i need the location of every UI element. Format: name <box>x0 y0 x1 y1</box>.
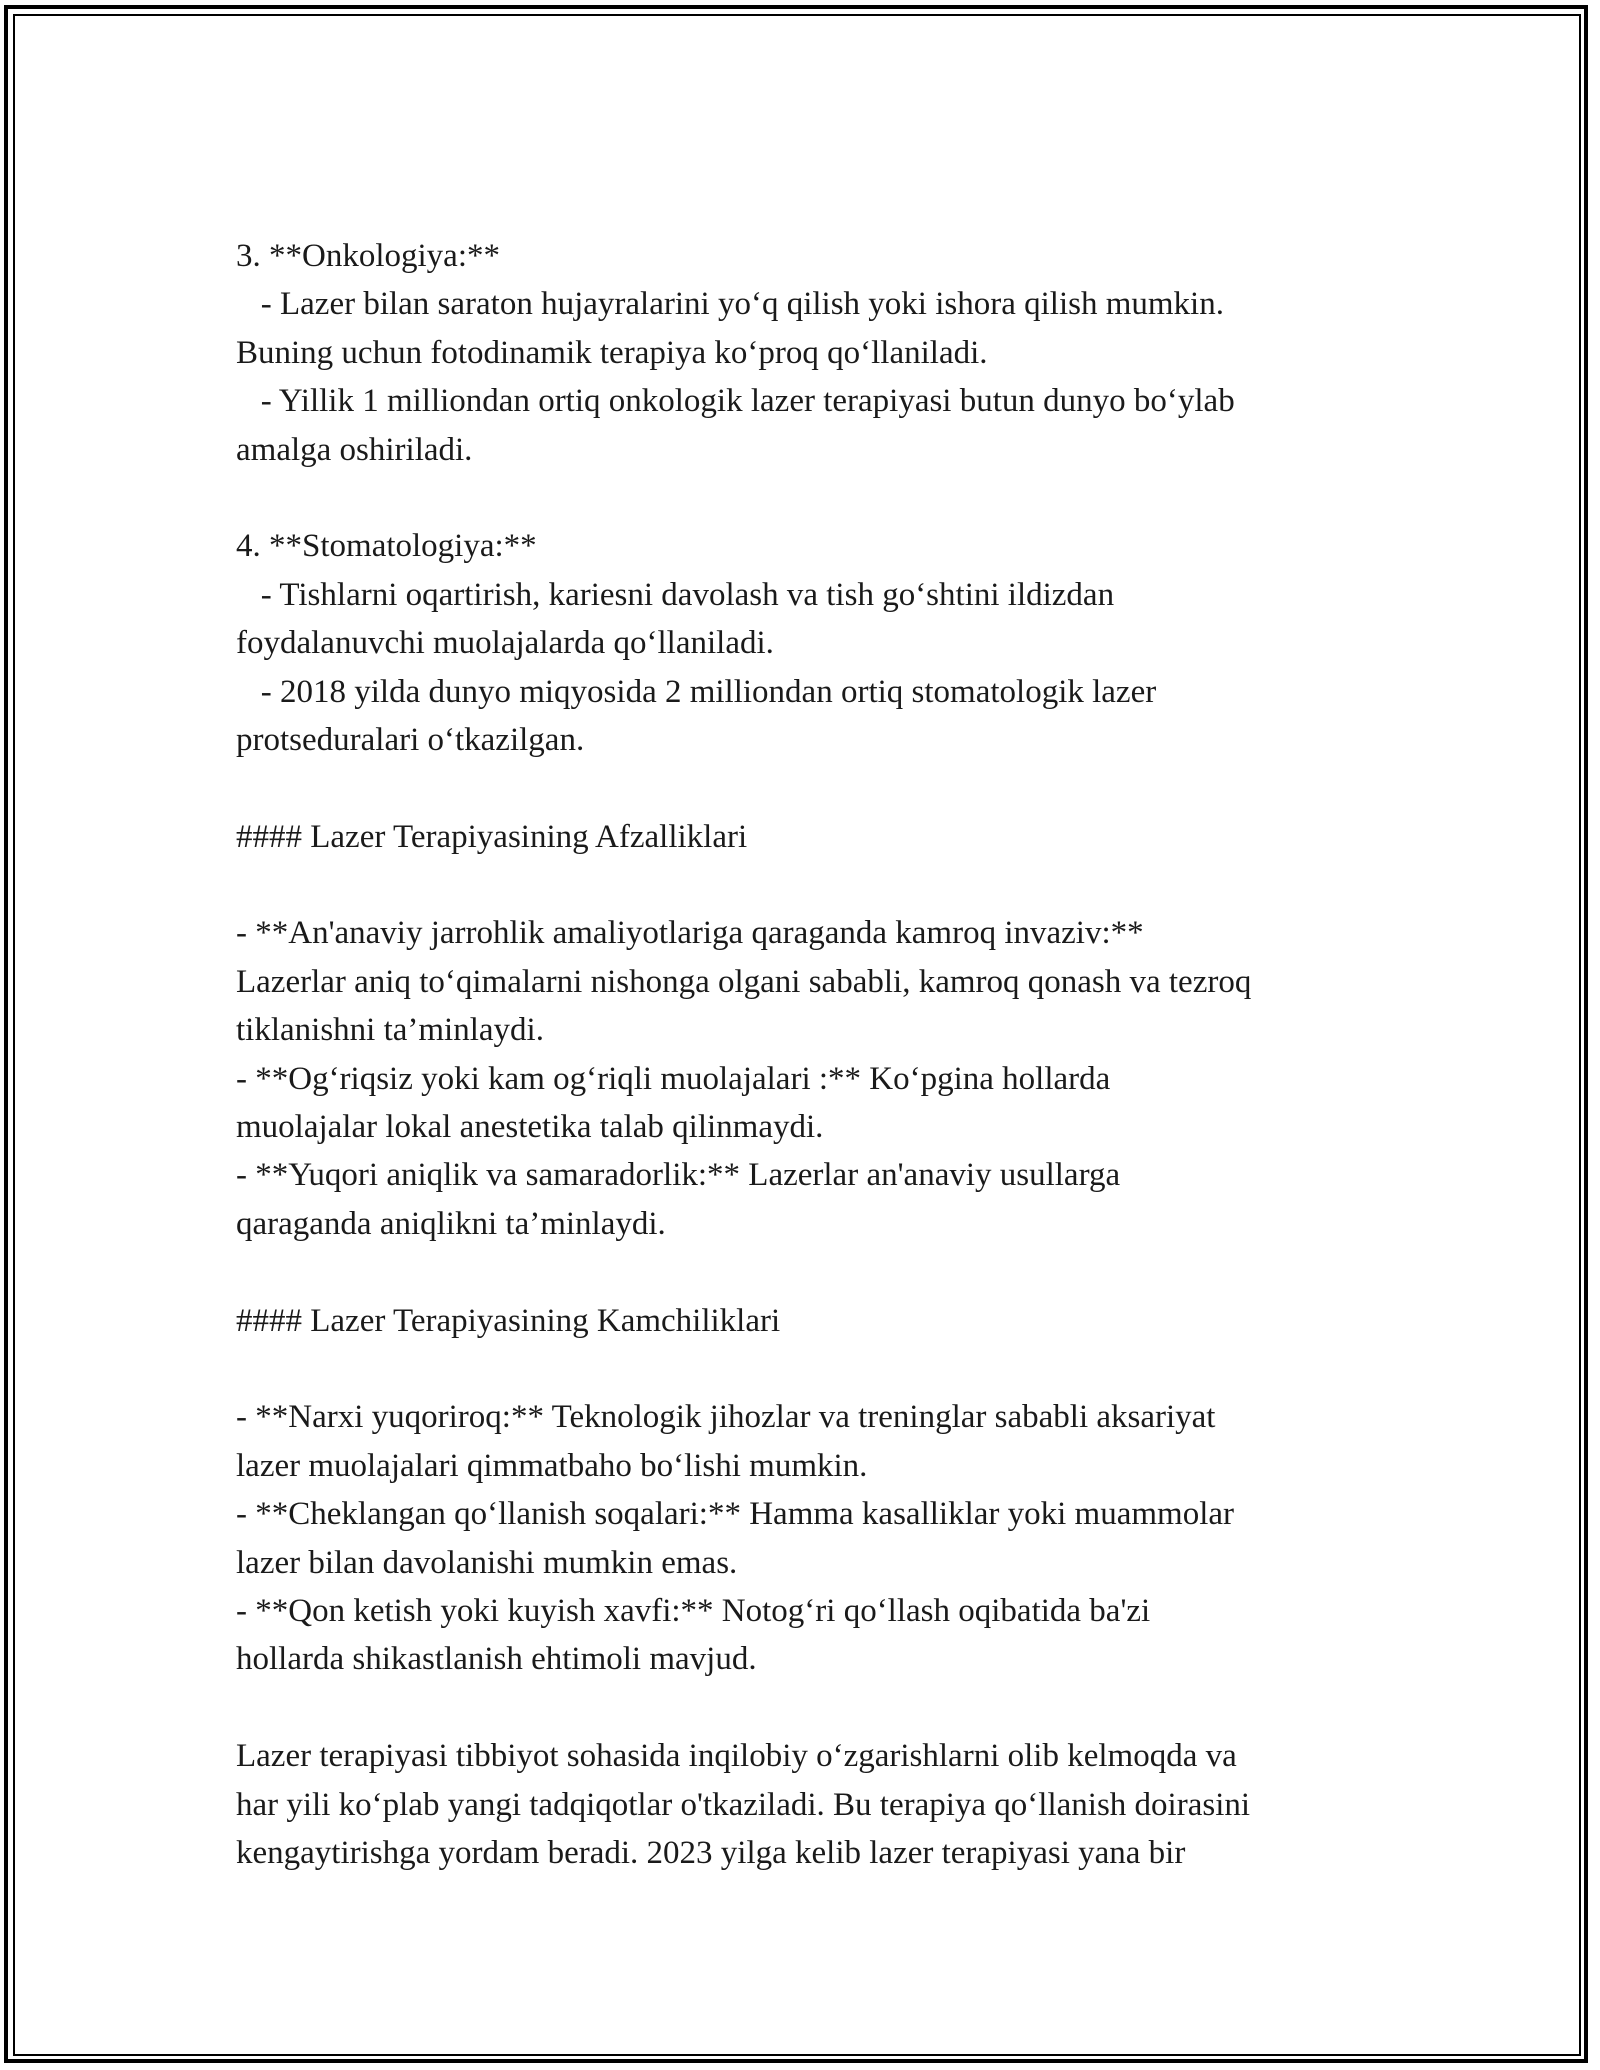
text-line: - Yillik 1 milliondan ortiq onkologik lazer terapiyasi butun dunyo bo‘ylab <box>236 383 1235 420</box>
text-line: Lazerlar aniq to‘qimalarni nishonga olgani sababli, kamroq qonash va tezroq <box>236 963 1252 1000</box>
section-heading: 3. **Onkologiya:** <box>236 238 500 274</box>
text-line: protseduralari o‘tkazilgan. <box>236 721 585 758</box>
subheading: #### Lazer Terapiyasining Afzalliklari <box>236 818 748 855</box>
text-line: lazer muolajalari qimmatbaho bo‘lishi mumkin. <box>236 1447 868 1484</box>
text-line: kengaytirishga yordam beradi. 2023 yilga kelib lazer terapiyasi yana bir <box>236 1834 1186 1871</box>
section-xulosa <box>236 1732 1396 1877</box>
text-line: tiklanishni ta’minlaydi. <box>236 1012 544 1049</box>
subheading: #### Lazer Terapiyasining Kamchiliklari <box>236 1302 781 1339</box>
text-line: - **Cheklangan qo‘llanish soqalari:** Hamma kasalliklar yoki muammolar <box>236 1496 1235 1533</box>
text-line: - **Narxi yuqoriroq:** Teknologik jihozlar va treninglar sababli aksariyat <box>236 1399 1216 1436</box>
text-line: - 2018 yilda dunyo miqyosida 2 milliondan ortiq stomatologik lazer <box>236 673 1157 710</box>
text-line: - Lazer bilan saraton hujayralarini yo‘q qilish yoki ishora qilish mumkin. <box>236 286 1224 323</box>
text-line: har yili ko‘plab yangi tadqiqotlar o'tkaziladi. Bu terapiya qo‘llanish doirasini <box>236 1786 1251 1823</box>
blank-line <box>236 1684 1396 1732</box>
text-line: - Tishlarni oqartirish, kariesni davolash va tish go‘shtini ildizdan <box>236 576 1115 613</box>
text-line: qaraganda aniqlikni ta’minlaydi. <box>236 1205 666 1242</box>
text-line: hollarda shikastlanish ehtimoli mavjud. <box>236 1641 757 1678</box>
section-onkologiya <box>236 232 1396 474</box>
text-line: amalga oshiriladi. <box>236 431 473 468</box>
blank-line <box>236 474 1396 522</box>
section-stomatologiya <box>236 522 1396 764</box>
section-heading: 4. **Stomatologiya:** <box>236 528 537 565</box>
text-line: - **Qon ketish yoki kuyish xavfi:** Notog‘ri qo‘llash oqibatida ba'zi <box>236 1592 1151 1629</box>
section-kamchiliklar-heading <box>236 1297 1396 1345</box>
text-line: - **An'anaviy jarrohlik amaliyotlariga qaraganda kamroq invaziv:** <box>236 915 1144 952</box>
text-line: Buning uchun fotodinamik terapiya ko‘proq qo‘llaniladi. <box>236 334 988 371</box>
text-line: - **Yuqori aniqlik va samaradorlik:** Lazerlar an'anaviy usullarga <box>236 1157 1121 1194</box>
text-line: foydalanuvchi muolajalarda qo‘llaniladi. <box>236 625 774 662</box>
text-line: muolajalar lokal anestetika talab qilinmaydi. <box>236 1109 824 1146</box>
text-line: - **Og‘riqsiz yoki kam og‘riqli muolajalari :** Ko‘pgina hollarda <box>236 1060 1111 1097</box>
text-line: lazer bilan davolanishi mumkin emas. <box>236 1544 738 1581</box>
blank-line <box>236 764 1396 812</box>
section-kamchiliklar <box>236 1393 1396 1683</box>
blank-line <box>236 861 1396 909</box>
blank-line <box>236 1248 1396 1296</box>
text-line: Lazer terapiyasi tibbiyot sohasida inqilobiy o‘zgarishlarni olib kelmoqda va <box>236 1738 1237 1775</box>
document-body <box>236 232 1396 1877</box>
section-afzalliklar <box>236 909 1396 1248</box>
section-afzalliklar-heading <box>236 813 1396 861</box>
blank-line <box>236 1345 1396 1393</box>
